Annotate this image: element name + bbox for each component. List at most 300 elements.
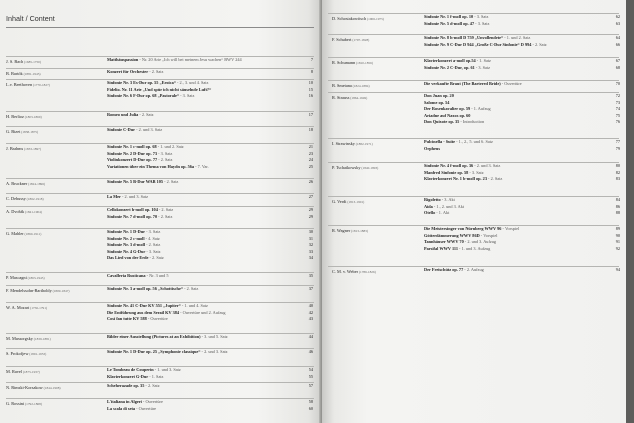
work-detail: - 2. Satz [145, 242, 161, 248]
work-title: Sinfonie Nr. 5 B-Dur WAB 105 [107, 179, 164, 184]
work-text [424, 14, 620, 20]
work-detail: - 2. und 3. Satz [473, 163, 501, 168]
work-title: Sinfonie Nr. 2 D-Dur op. 73 [107, 150, 158, 156]
work-detail: - 1., 2. und 3. Akt [432, 203, 465, 209]
work-text [107, 273, 313, 279]
work-entry[interactable] [107, 383, 313, 390]
work-text [424, 93, 620, 99]
composer-dates: (1862-1918) [25, 197, 44, 201]
work-detail: - 3. Satz [474, 20, 490, 26]
page-number: 54 [308, 367, 313, 372]
work-detail: - 3. Satz [145, 229, 161, 234]
work-title: Sinfonie Nr. 3 Es-Dur op. 55 „Eroica“ [107, 80, 176, 85]
page-number: 7 [310, 57, 313, 62]
composer-label: A. Bruckner [6, 181, 28, 186]
work-detail: - 1. und 2. Satz [156, 144, 184, 149]
work-text [107, 157, 313, 163]
composer-name [6, 71, 41, 76]
work-text [424, 106, 620, 112]
page-number: 29 [308, 213, 313, 219]
work-detail: - 2. Satz [138, 112, 154, 117]
work-detail: - Vorspiel [479, 232, 498, 238]
work-title: Sinfonie Nr. 1 f-moll op. 10 [424, 14, 474, 19]
work-detail: - Ouvertüre [141, 399, 163, 404]
composer-dates: (1810-1856) [355, 61, 373, 65]
work-title: Sinfonie Nr. 8 h-moll D 759 „Unvollendete“ [424, 35, 504, 40]
work-detail: - 2. Satz [148, 69, 164, 74]
work-text [107, 144, 313, 150]
work-text [107, 214, 313, 220]
work-title: Parsifal WWV 111 [424, 245, 458, 251]
work-title: La Mer [107, 194, 121, 199]
work-text [107, 127, 313, 133]
work-detail: - 2. Satz [157, 207, 174, 212]
page-number: 62 [615, 14, 620, 19]
composer-dates: (1841-1904) [24, 210, 42, 214]
composer-name [6, 181, 45, 186]
composer-label: G. Bizet [6, 129, 21, 134]
page-number: 58 [308, 399, 313, 404]
composer-dates: (1844-1908) [42, 386, 61, 390]
composer-label: G. Verdi [332, 199, 347, 204]
work-title: L'italiana in Algeri [107, 399, 142, 404]
work-title: Sinfonie C-Dur [107, 127, 136, 132]
page-number: 68 [615, 64, 620, 70]
composer-label: G. Mahler [6, 231, 24, 236]
page-number: 37 [308, 286, 313, 291]
composer-name [332, 269, 376, 274]
work-title: Der Freischütz op. 77 [424, 267, 464, 272]
work-text [107, 367, 313, 373]
composer-name [332, 165, 378, 170]
work-text [107, 207, 313, 213]
work-entry[interactable] [107, 112, 313, 119]
composer-dates: (1882-1971) [354, 142, 373, 146]
work-title: Klavierkonzert Nr. 1 b-moll op. 23 [424, 176, 487, 182]
work-text [424, 146, 620, 152]
work-title: Klavierkonzert G-Dur [107, 373, 149, 379]
page-number: 34 [308, 255, 313, 261]
composer-name [332, 37, 369, 42]
work-entry[interactable] [107, 93, 313, 100]
work-entry[interactable] [424, 176, 620, 183]
work-entry[interactable] [107, 127, 313, 134]
work-entry[interactable] [424, 81, 620, 88]
composer-label: I. Strawinsky [332, 141, 355, 146]
work-text [424, 239, 620, 245]
work-entry[interactable] [424, 42, 620, 49]
page-number: 79 [615, 145, 620, 151]
composer-dates: (1770-1827) [32, 83, 50, 87]
page-number: 15 [308, 86, 313, 92]
work-detail: - 2. Satz [531, 41, 547, 47]
work-detail: - 2., 3. und 4. Satz [175, 80, 209, 85]
work-text [107, 87, 313, 93]
work-text [424, 163, 620, 169]
work-entry[interactable] [424, 146, 620, 153]
composer-dates: (1813-1901) [346, 200, 365, 204]
work-entry[interactable] [107, 334, 313, 341]
work-detail: - Introduction [459, 119, 485, 125]
page-number: 91 [615, 239, 620, 245]
page-number: 18 [308, 127, 313, 132]
work-text [107, 286, 313, 292]
work-text [424, 35, 620, 41]
page-number: 42 [308, 309, 313, 315]
work-text [107, 249, 313, 255]
work-entry[interactable] [107, 349, 313, 356]
composer-label: G. Rossini [6, 401, 25, 406]
work-title: Götterdämmerung WWV 86D [424, 232, 480, 238]
right-page [322, 0, 626, 423]
composer-dates: (1906-1975) [366, 17, 384, 21]
work-title: Così fan tutte KV 588 [107, 316, 147, 322]
work-title: Sinfonie Nr. 2 c-moll [107, 235, 145, 241]
work-entry[interactable] [107, 255, 313, 262]
work-text [424, 204, 620, 210]
work-entry[interactable] [424, 267, 620, 274]
page-number: 46 [308, 349, 313, 354]
work-title: Sinfonie Nr. 4 f-moll op. 36 [424, 163, 474, 168]
work-title: Klavierkonzert a-moll op.54 [424, 58, 476, 63]
composer-label: B. Smetana [332, 83, 352, 88]
work-entry[interactable] [107, 286, 313, 293]
work-entry[interactable] [107, 194, 313, 201]
page-number: 80 [615, 163, 620, 168]
work-text [107, 316, 313, 322]
composer-label: M. Ravel [6, 369, 22, 374]
work-title: Die Meistersinger von Nürnberg WWV 96 [424, 226, 502, 231]
work-detail: - 1. und 3. Aufzug [457, 245, 491, 251]
work-detail: - 3. Satz [468, 169, 484, 175]
composer-name [332, 95, 367, 100]
page-number: 60 [308, 405, 313, 411]
composer-dates: (1803-1869) [23, 115, 42, 119]
work-title: Sinfonie Nr. 2 C-Dur, op. 61 [424, 64, 475, 70]
composer-name [6, 59, 41, 64]
composer-name [6, 82, 50, 87]
work-title: Sinfonie Nr. 3 d-moll [107, 242, 146, 248]
work-detail: - 1., 2., 5. und 6. Satz [455, 139, 493, 144]
composer-dates: (1833-1897) [23, 147, 42, 151]
work-detail: - 1. und 2. Satz [503, 35, 531, 40]
work-detail: - 2. und 3. Satz [200, 349, 228, 354]
composer-dates: (1813-1883) [350, 229, 369, 233]
work-title: Konzert für Orchester [107, 69, 149, 74]
work-text [424, 42, 620, 48]
page-number: 33 [308, 248, 313, 254]
composer-label: F. Mendelssohn-Bartholdy [6, 288, 52, 293]
work-title: Sinfonie Nr. 1 D-Dur op. 25 „Symphonie classique“ [107, 349, 201, 354]
composer-dates: (1838-1875) [20, 130, 39, 134]
composer-name [332, 228, 368, 233]
composer-dates: (1881-1945) [22, 72, 41, 76]
page-number: 25 [308, 163, 313, 169]
work-title: Don Juan op. 20 [424, 93, 454, 98]
work-text [107, 383, 313, 389]
work-detail: - Ouvertüre und 2. Aufzug [179, 309, 226, 315]
page-number: 8 [310, 69, 313, 74]
work-title: Pulcinella - Suite [424, 139, 456, 144]
work-entry[interactable] [107, 406, 313, 413]
work-title: Sinfonie Nr. 1 D-Dur [107, 229, 146, 234]
composer-name [332, 60, 373, 65]
page-number: 23 [308, 150, 313, 156]
work-entry[interactable] [107, 214, 313, 221]
work-detail: - 7. Var. [194, 163, 209, 169]
page-number: 26 [308, 179, 313, 184]
work-title: Cavalleria Rusticana [107, 273, 146, 278]
work-title: Sinfonie Nr. 4 G-Dur [107, 248, 146, 254]
work-detail: - 4. Satz [144, 235, 160, 241]
work-title: Manfred Sinfonie op. 58 [424, 169, 469, 175]
work-text [107, 179, 313, 185]
composer-dates: (1875-1937) [22, 370, 40, 374]
page-number: 63 [615, 20, 620, 26]
composer-dates: (1839-1881) [32, 337, 51, 341]
work-detail: - 3. und 5. Satz [200, 334, 228, 339]
work-text [424, 170, 620, 176]
work-entry[interactable] [107, 164, 313, 171]
work-entry[interactable] [424, 65, 620, 72]
work-text [424, 267, 620, 273]
work-title: Fidelio. Nr. 11 Arie „Und spür ich nicht säuselnde Luft?“ [107, 86, 212, 92]
page-number: 31 [308, 235, 313, 241]
work-detail: - 3. Satz [157, 150, 173, 156]
work-text [424, 246, 620, 252]
work-detail: - 2. Satz [183, 286, 199, 291]
page-number: 89 [615, 226, 620, 231]
page-number: 10 [308, 80, 313, 85]
work-title: Sinfonie Nr. 7 d-moll op. 70 [107, 213, 158, 219]
work-text [107, 164, 313, 170]
work-title: Matthäuspassion [107, 57, 139, 62]
composer-label: H. Berlioz [6, 114, 24, 119]
composer-dates: (1863-1945) [26, 276, 45, 280]
page-number: 92 [615, 245, 620, 251]
work-entry[interactable] [424, 21, 620, 28]
work-title: Die Entführung aus dem Serail KV 384 [107, 309, 180, 315]
work-text [107, 69, 313, 75]
page-number: 74 [615, 106, 620, 112]
work-title: Sinfonie Nr. 9 C-Dur D 944 „Große C-Dur Sinfonie“ D 994 [424, 41, 532, 47]
work-text [107, 399, 313, 405]
work-detail: - Ouvertüre [135, 405, 157, 411]
page-number: 57 [308, 383, 313, 388]
work-detail: - 2. Satz [144, 383, 160, 388]
work-detail: - 2. und 3. Satz [135, 127, 163, 132]
composer-label: P. Mascagni [6, 275, 27, 280]
composer-label: J. Brahms [6, 146, 24, 151]
work-entry[interactable] [107, 179, 313, 186]
page-number: 17 [308, 112, 313, 117]
work-title: Sinfonie Nr. 3 a-moll op. 56 „Schottische“ [107, 286, 183, 291]
page-number: 35 [308, 273, 313, 278]
page-number: 27 [308, 194, 313, 199]
work-title: Bilder einer Ausstellung (Pictures at an Exhibition) [107, 334, 201, 339]
page-number: 84 [615, 197, 620, 202]
composer-name [6, 369, 40, 374]
work-detail: - 3. Satz [473, 14, 489, 19]
work-text [107, 229, 313, 235]
work-title: Orpheus [424, 145, 440, 151]
work-title: Die verkaufte Braut (The Bartered Bride) [424, 81, 501, 86]
composer-label: P. Tschaikowsky [332, 165, 361, 170]
work-entry[interactable] [107, 374, 313, 381]
page-number: 67 [615, 58, 620, 63]
work-text [107, 194, 313, 200]
work-entry[interactable] [107, 57, 313, 64]
heading-divider [6, 27, 314, 28]
work-detail: - 1. Satz [148, 373, 164, 379]
work-detail: - 1. Akt [435, 210, 450, 216]
work-title: La scala di seta [107, 405, 136, 411]
work-text [424, 176, 620, 182]
page-number: 66 [615, 41, 620, 47]
composer-label: C. M. v. Weber [332, 269, 359, 274]
composer-label: J. S. Bach [6, 59, 24, 64]
composer-label: W. A. Mozart [6, 305, 30, 310]
work-text [424, 233, 620, 239]
page-number: 70 [615, 81, 620, 86]
work-title: Don Quixote op. 35 [424, 119, 460, 125]
work-detail: - Vorspiel [501, 226, 520, 231]
work-entry[interactable] [424, 246, 620, 253]
composer-name [332, 83, 370, 88]
work-text [107, 303, 313, 309]
work-title: Tannhäuser WWV 70 [424, 239, 464, 245]
composer-label: B. Bartók [6, 71, 23, 76]
work-text [107, 151, 313, 157]
work-detail: - 3. Satz [179, 93, 195, 99]
work-entry[interactable] [107, 316, 313, 323]
composer-name [6, 114, 42, 119]
composer-name [6, 336, 51, 341]
page-number: 55 [308, 373, 313, 379]
work-title: Scheherazade op. 35 [107, 383, 145, 388]
work-text [107, 80, 313, 86]
work-text [107, 310, 313, 316]
work-text [107, 255, 313, 261]
work-title: Cellokonzert h-moll op. 104 [107, 207, 158, 212]
page-number: 40 [308, 303, 313, 308]
composer-label: R. Wagner [332, 228, 351, 233]
composer-label: F. Schubert [332, 37, 352, 42]
composer-dates: (1792-1868) [24, 402, 42, 406]
work-title: Le Tombeau de Couperin [107, 367, 154, 372]
composer-name [6, 401, 42, 406]
composer-name [332, 141, 373, 146]
composer-name [6, 351, 46, 356]
work-detail: - Nr. 20 Arie „Ich will bei meinem Jesu wachen“ BWV 244 [138, 57, 242, 62]
composer-label: R. Schumann [332, 60, 356, 65]
work-text [424, 197, 620, 203]
work-detail: - 2. Satz [157, 157, 173, 163]
composer-label: L.v. Beethoven [6, 82, 33, 87]
work-title: Rigoletto [424, 197, 441, 202]
composer-name [6, 209, 42, 214]
page-number: 94 [615, 267, 620, 272]
page-number: 16 [308, 93, 313, 99]
page-number: 82 [615, 169, 620, 175]
composer-dates: (1756-1791) [29, 306, 48, 310]
work-title: Variationen über ein Thema von Haydn op. 56a [107, 163, 195, 169]
composer-label: S. Prokofjew [6, 351, 29, 356]
work-text [424, 21, 620, 27]
composer-name [6, 129, 38, 134]
composer-name [332, 16, 384, 21]
work-text [424, 226, 620, 232]
work-text [107, 406, 313, 412]
work-text [424, 58, 620, 64]
work-text [424, 65, 620, 71]
composer-name [6, 275, 45, 280]
composer-dates: (1891-1953) [28, 352, 47, 356]
composer-name [6, 288, 70, 293]
work-detail: - 3. Akt [440, 197, 455, 202]
work-detail: - 3. Satz [145, 248, 161, 254]
work-title: Das Lied von der Erde [107, 255, 149, 261]
composer-label: N. Rimski-Korsakow [6, 385, 43, 390]
work-title: Sinfonie Nr. 6 F-Dur op. 68 „Pastorale“ [107, 93, 180, 99]
work-title: Sinfonie Nr. 41 C-Dur KV 551 „Jupiter“ [107, 303, 181, 308]
composer-label: A. Dvořák [6, 209, 25, 214]
page-number: 32 [308, 242, 313, 248]
work-entry[interactable] [107, 69, 313, 76]
composer-dates: (1840-1893) [360, 166, 379, 170]
composer-name [6, 196, 44, 201]
page-number: 83 [615, 176, 620, 182]
page-number: 21 [308, 144, 313, 149]
work-title: Ariadne auf Naxos op. 60 [424, 112, 471, 118]
page-number: 72 [615, 93, 620, 98]
work-text [107, 93, 313, 99]
composer-name [6, 231, 41, 236]
work-title: Aida [424, 203, 433, 209]
work-entry[interactable] [424, 210, 620, 217]
work-entry[interactable] [424, 119, 620, 126]
work-detail: - 2. Satz [486, 176, 503, 182]
work-detail: - 2. Aufzug [463, 267, 484, 272]
page-number: 76 [615, 119, 620, 125]
work-detail: - 1. und 3. Satz [153, 367, 181, 372]
work-text [424, 113, 620, 119]
composer-label: C. Debussy [6, 196, 26, 201]
composer-name [6, 146, 41, 151]
composer-name [6, 305, 47, 310]
composer-dates: (1685-1750) [23, 60, 42, 64]
work-detail: - 1. Aufzug [470, 106, 491, 112]
work-entry[interactable] [107, 273, 313, 280]
work-title: Violinkonzert D-Dur op. 77 [107, 157, 158, 163]
composer-label: R. Strauss [332, 95, 350, 100]
page-number: 75 [615, 112, 620, 118]
work-detail: - 1. Satz [475, 58, 491, 63]
work-detail: - 3. Satz [474, 64, 491, 70]
composer-label: M. Mussorgsky [6, 336, 33, 341]
page-number: 88 [615, 210, 620, 216]
work-detail: - 2. Satz [157, 213, 173, 219]
composer-name [6, 385, 61, 390]
work-text [424, 81, 620, 87]
work-text [107, 242, 313, 248]
work-title: Sinfonie Nr. 5 d-moll op. 47 [424, 20, 475, 26]
work-detail: - Ouvertüre [500, 81, 522, 86]
composer-dates: (1824-1884) [351, 84, 370, 88]
page-number: 77 [615, 139, 620, 144]
work-detail: - 1. und 4. Satz [180, 303, 208, 308]
work-detail: - Ouvertüre [146, 316, 168, 322]
